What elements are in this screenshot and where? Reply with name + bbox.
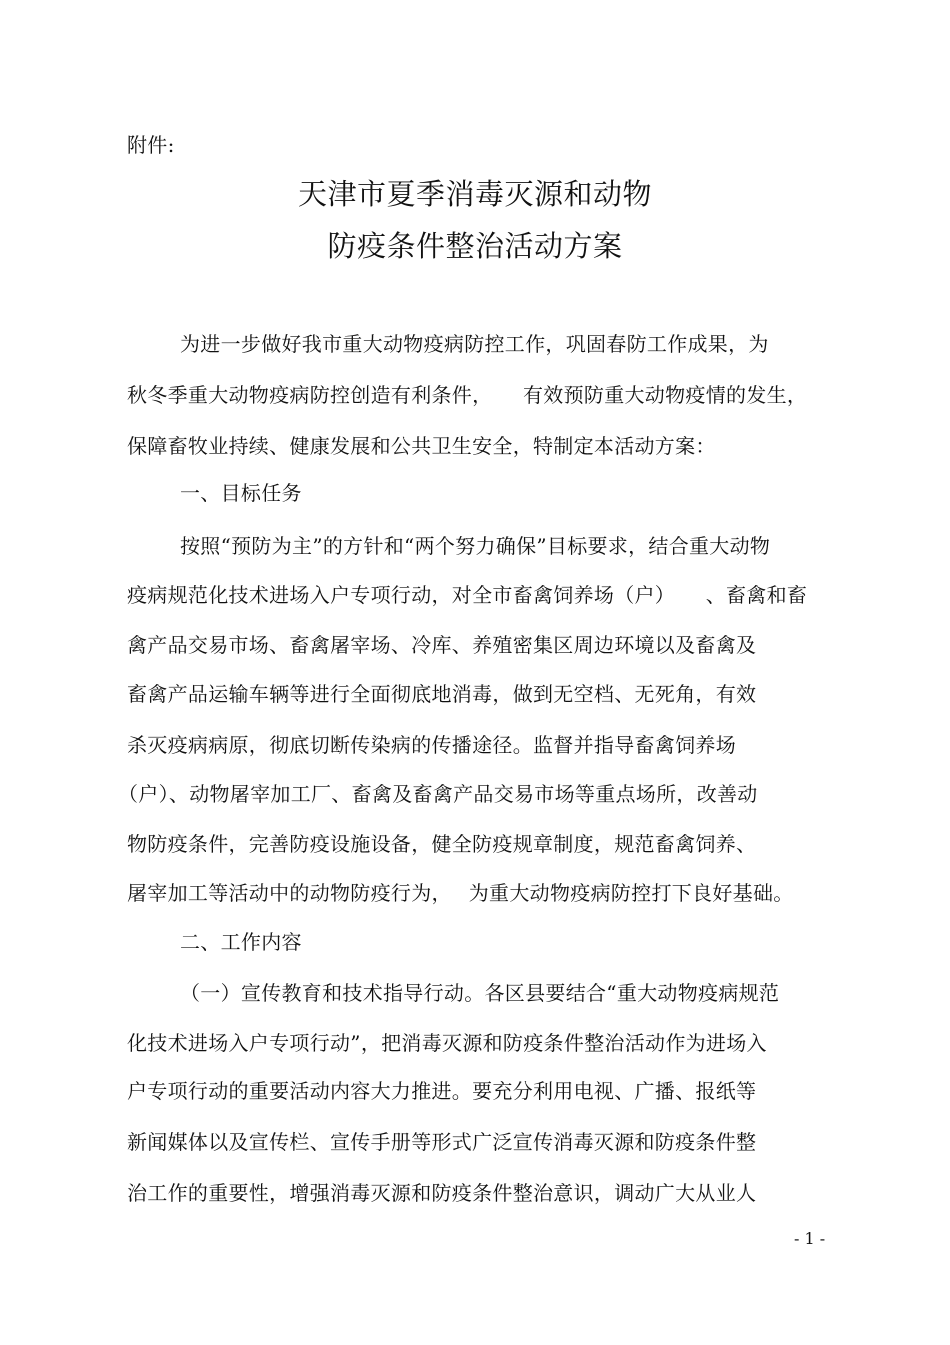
body-line: 为进一步做好我市重大动物疫病防控工作，巩固春防工作成果，为 [180, 332, 769, 356]
body-line: 物防疫条件，完善防疫设施设备，健全防疫规章制度，规范畜禽饲养、 [127, 832, 757, 856]
body-line: 杀灭疫病病原，彻底切断传染病的传播途径。监督并指导畜禽饲养场 [127, 733, 736, 757]
document-title-line-1: 天津市夏季消毒灭源和动物 [297, 177, 652, 211]
body-line: 屠宰加工等活动中的动物防疫行为， 为重大动物疫病防控打下良好基础。 [127, 881, 794, 905]
attachment-label: 附件: [127, 133, 175, 157]
body-line: 保障畜牧业持续、健康发展和公共卫生安全，特制定本活动方案： [127, 434, 716, 458]
body-line: 治工作的重要性，增强消毒灭源和防疫条件整治意识，调动广大从业人 [127, 1181, 757, 1205]
body-line: 禽产品交易市场、畜禽屠宰场、冷库、养殖密集区周边环境以及畜禽及 [127, 633, 757, 657]
body-line: （户）、动物屠宰加工厂、畜禽及畜禽产品交易市场等重点场所，改善动 [118, 782, 758, 806]
section-heading-goals: 一、目标任务 [180, 481, 302, 505]
body-line: 秋冬季重大动物疫病防控创造有利条件， 有效预防重大动物疫情的发生， [127, 383, 808, 407]
body-line: 按照“预防为主”的方针和“两个努力确保”目标要求，结合重大动物 [180, 534, 771, 558]
document-title-line-2: 防疫条件整治活动方案 [327, 229, 623, 263]
body-line: 疫病规范化技术进场入户专项行动，对全市畜禽饲养场（户） 、畜禽和畜 [127, 583, 808, 607]
body-line: （一）宣传教育和技术指导行动。各区县要结合“重大动物疫病规范 [180, 981, 780, 1005]
body-line: 新闻媒体以及宣传栏、宣传手册等形式广泛宣传消毒灭源和防疫条件整 [127, 1130, 757, 1154]
section-heading-work-content: 二、工作内容 [180, 930, 302, 954]
body-line: 畜禽产品运输车辆等进行全面彻底地消毒，做到无空档、无死角，有效 [127, 682, 757, 706]
page-number: - 1 - [794, 1229, 826, 1248]
body-line: 户专项行动的重要活动内容大力推进。要充分利用电视、广播、报纸等 [127, 1079, 757, 1103]
body-line: 化技术进场入户专项行动”，把消毒灭源和防疫条件整治活动作为进场入 [127, 1031, 767, 1055]
